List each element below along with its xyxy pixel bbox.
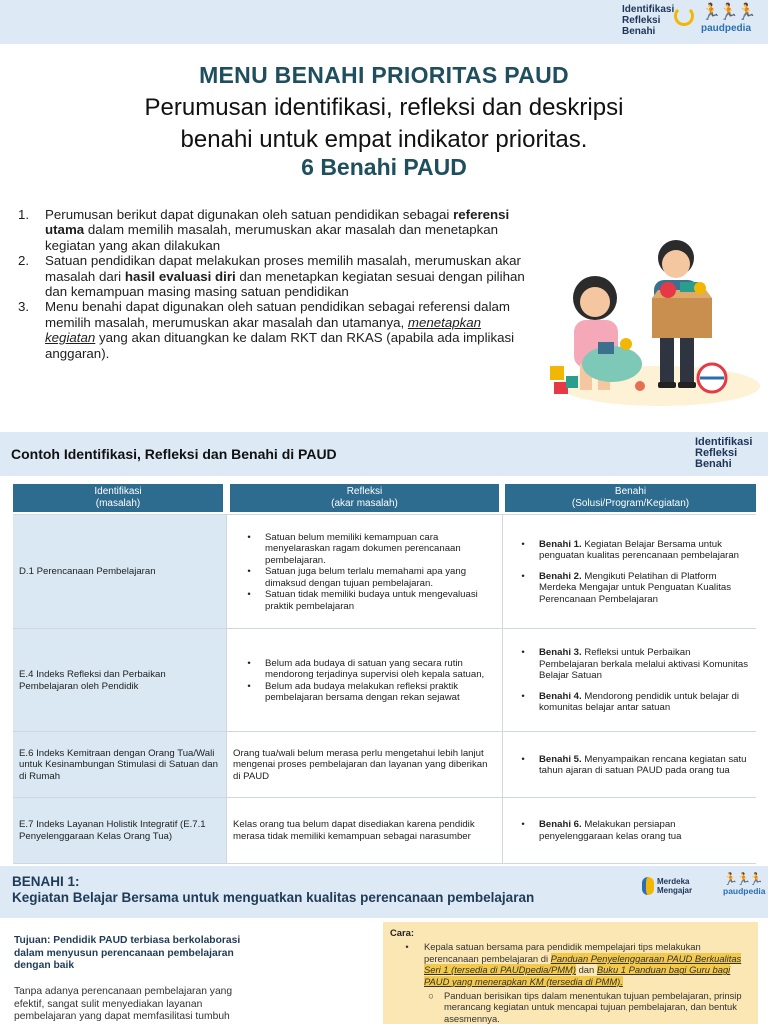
tujuan-text: Tujuan: Pendidik PAUD terbiasa berkolaborasi dalam menyusun perencanaan pembelajaran dengan baik	[14, 935, 241, 971]
logo-line-1: Identifikasi	[695, 436, 753, 448]
identifikasi-cell: E.4 Indeks Refleksi dan Perbaikan Pembelajaran oleh Pendidik	[13, 629, 226, 732]
intro-text: Satuan pendidikan dapat melakukan proses memilih masalah, merumuskan akar masalah dari hasil evaluasi diri dan menetapkan kegiatan sesuai dengan pilihan dan kemampuan masing masing satuan pendidikan	[45, 253, 525, 300]
column-header-benahi: Benahi (Solusi/Program/Kegiatan)	[505, 484, 756, 512]
table-row	[13, 731, 756, 798]
panduan-link[interactable]: Panduan Penyelenggaraan PAUD Berkualitas Seri 1 (tersedia di PAUDpedia/PMM)	[424, 952, 742, 976]
benahi-1-title: BENAHI 1:	[12, 874, 80, 889]
benahi-cell	[502, 629, 756, 732]
benahi-item: • Benahi 4. Mendorong pendidik untuk belajar di komunitas belajar antar satuan	[521, 690, 739, 714]
paudpedia-logo	[723, 872, 767, 896]
subtitle-line-1: Perumusan identifikasi, refleksi dan deskripsi	[144, 94, 624, 121]
intro-number: 1.	[18, 207, 30, 222]
logo-line-2: Refleksi	[695, 447, 738, 459]
intro-list	[18, 207, 528, 361]
benahi-cell	[502, 732, 756, 798]
benahi-item: • Benahi 6. Melakukan persiapan penyelenggaraan kelas orang tua	[521, 819, 682, 842]
cara-subitem: ○ Panduan berisikan tips dalam menentukan tujuan pembelajaran, prinsip merancang kegiatan untuk mencapai tujuan pembelajaran, dan bentuk asesmennya.	[428, 990, 742, 1024]
logo-line-1: Identifikasi	[622, 4, 675, 15]
benahi-item: • Benahi 2. Mengikuti Pelatihan di Platform Merdeka Mengajar untuk Penguatan Kualitas Perencanaan Pembelajaran	[521, 570, 731, 605]
subtitle-line-2: benahi untuk empat indikator prioritas.	[180, 126, 588, 153]
teachers-with-toys-illustration	[540, 236, 762, 408]
page-title: MENU BENAHI PRIORITAS PAUD	[199, 62, 569, 88]
merdeka-mengajar-icon	[642, 877, 654, 895]
example-table	[13, 514, 756, 862]
intro-number: 2.	[18, 253, 30, 269]
refleksi-bullet: • Satuan tidak memiliki budaya untuk mengevaluasi praktik pembelajaran	[247, 589, 478, 612]
logo-line-3: Benahi	[695, 458, 732, 470]
refleksi-cell	[226, 515, 502, 629]
paudpedia-logo	[701, 3, 763, 41]
column-header-refleksi: Refleksi (akar masalah)	[230, 484, 499, 512]
page-subtitle	[0, 92, 768, 156]
intro-text: Menu benahi dapat digunakan oleh satuan pendidikan sebagai referensi dalam memilih masalah, merumuskan akar masalah dan utamanya, menetapkan kegiatan yang akan dituangkan ke dalam RKT dan RKAS (apabila ada implikasi anggaran).	[45, 299, 515, 361]
refleksi-text: Kelas orang tua belum dapat disediakan karena pendidik merasa tidak memiliki kemampuan sebagai narasumber	[233, 819, 475, 842]
identifikasi-refleksi-benahi-logo	[695, 437, 752, 470]
table-row	[13, 514, 756, 629]
table-row	[13, 797, 756, 864]
buku-panduan-link[interactable]: Buku 1 Panduan bagi Guru bagi PAUD yang menerapkan KM (tersedia di PMM).	[424, 964, 731, 987]
intro-item	[18, 299, 528, 361]
page-heading-count: 6 Benahi PAUD	[301, 154, 467, 180]
benahi-item: • Benahi 1. Kegiatan Belajar Bersama untuk penguatan kualitas perencanaan pembelajaran	[521, 538, 740, 562]
benahi-1-band	[0, 866, 768, 918]
column-header-identifikasi: Identifikasi (masalah)	[13, 484, 223, 512]
benahi-item: • Benahi 3. Refleksi untuk Perbaikan Pembelajaran berkala melalui aktivasi Komunitas Belajar Satuan	[521, 647, 749, 682]
refleksi-bullet: • Belum ada budaya di satuan yang secara rutin mendorong terjadinya supervisi oleh kepala satuan,	[247, 657, 485, 680]
example-section-band	[0, 432, 768, 476]
refleksi-cell	[226, 798, 502, 863]
refleksi-cell	[226, 629, 502, 732]
cara-box	[383, 922, 758, 1024]
refleksi-bullet: • Satuan belum memiliki kemampuan cara menyelaraskan ragam dokumen perencanaan pembelajaran.	[247, 531, 461, 566]
benahi-item: • Benahi 5. Menyampaikan rencana kegiatan satu tahun ajaran di satuan PAUD pada orang tua	[521, 753, 747, 776]
intro-number: 3.	[18, 299, 30, 315]
refleksi-bullet: • Satuan juga belum terlalu memahami apa yang dimaksud dengan tujuan pembelajaran.	[247, 566, 467, 589]
identifikasi-cell: D.1 Perencanaan Pembelajaran	[13, 515, 226, 629]
table-row	[13, 628, 756, 732]
header-band	[0, 0, 768, 44]
identifikasi-cell: E.6 Indeks Kemitraan dengan Orang Tua/Wali untuk Kesinambungan Stimulasi di Satuan dan di Rumah	[13, 732, 226, 798]
refleksi-bullet: • Belum ada budaya melakukan refleksi praktik pembelajaran bersama dengan rekan sejawat	[247, 680, 460, 703]
merdeka-mengajar-logo: Merdeka Mengajar	[657, 877, 692, 895]
identifikasi-refleksi-benahi-logo	[622, 4, 692, 40]
benahi-1-subtitle: Kegiatan Belajar Bersama untuk menguatkan kualitas perencanaan pembelajaran	[12, 890, 535, 905]
cara-item: • Kepala satuan bersama para pendidik mempelajari tips melakukan perencanaan pembelajaran di Panduan Penyelenggaraan PAUD Berkualitas Seri 1 (tersedia di PAUDpedia/PMM) dan Buku 1 Panduan bagi Guru bagi PAUD yang menerapkan KM (tersedia di PMM).	[405, 941, 742, 987]
benahi-cell	[502, 515, 756, 629]
refleksi-text: Orang tua/wali belum merasa perlu mengetahui lebih lanjut mengenai proses pembelajaran dan layanan yang diberikan di PAUD	[233, 747, 488, 782]
paudpedia-wordmark: paudpedia	[701, 23, 752, 34]
cara-heading: Cara:	[390, 927, 414, 938]
paudpedia-wordmark: paudpedia	[723, 886, 766, 896]
children-figures-icon: 🏃🏃🏃	[723, 872, 762, 886]
intro-item	[18, 207, 528, 253]
intro-text: Perumusan berikut dapat digunakan oleh satuan pendidikan sebagai referensi utama dalam memilih masalah, merumuskan akar masalah dan menetapkan kegiatan yang akan dilakukan	[45, 207, 510, 253]
logo-line-2: Refleksi	[622, 15, 661, 26]
refleksi-cell	[226, 732, 502, 798]
children-figures-icon: 🏃🏃🏃	[701, 4, 755, 21]
identifikasi-cell: E.7 Indeks Layanan Holistik Integratif (E.7.1 Penyelenggaraan Kelas Orang Tua)	[13, 798, 226, 863]
logo-line-3: Benahi	[622, 26, 656, 37]
section-title: Contoh Identifikasi, Refleksi dan Benahi di PAUD	[11, 446, 337, 462]
tanpa-text: Tanpa adanya perencanaan pembelajaran yang efektif, sangat sulit menyediakan layanan pembelajaran yang dapat memfasilitasi tumbuh	[14, 986, 233, 1022]
benahi-cell	[502, 798, 756, 863]
intro-item	[18, 253, 528, 299]
smile-arc-icon	[674, 6, 694, 26]
